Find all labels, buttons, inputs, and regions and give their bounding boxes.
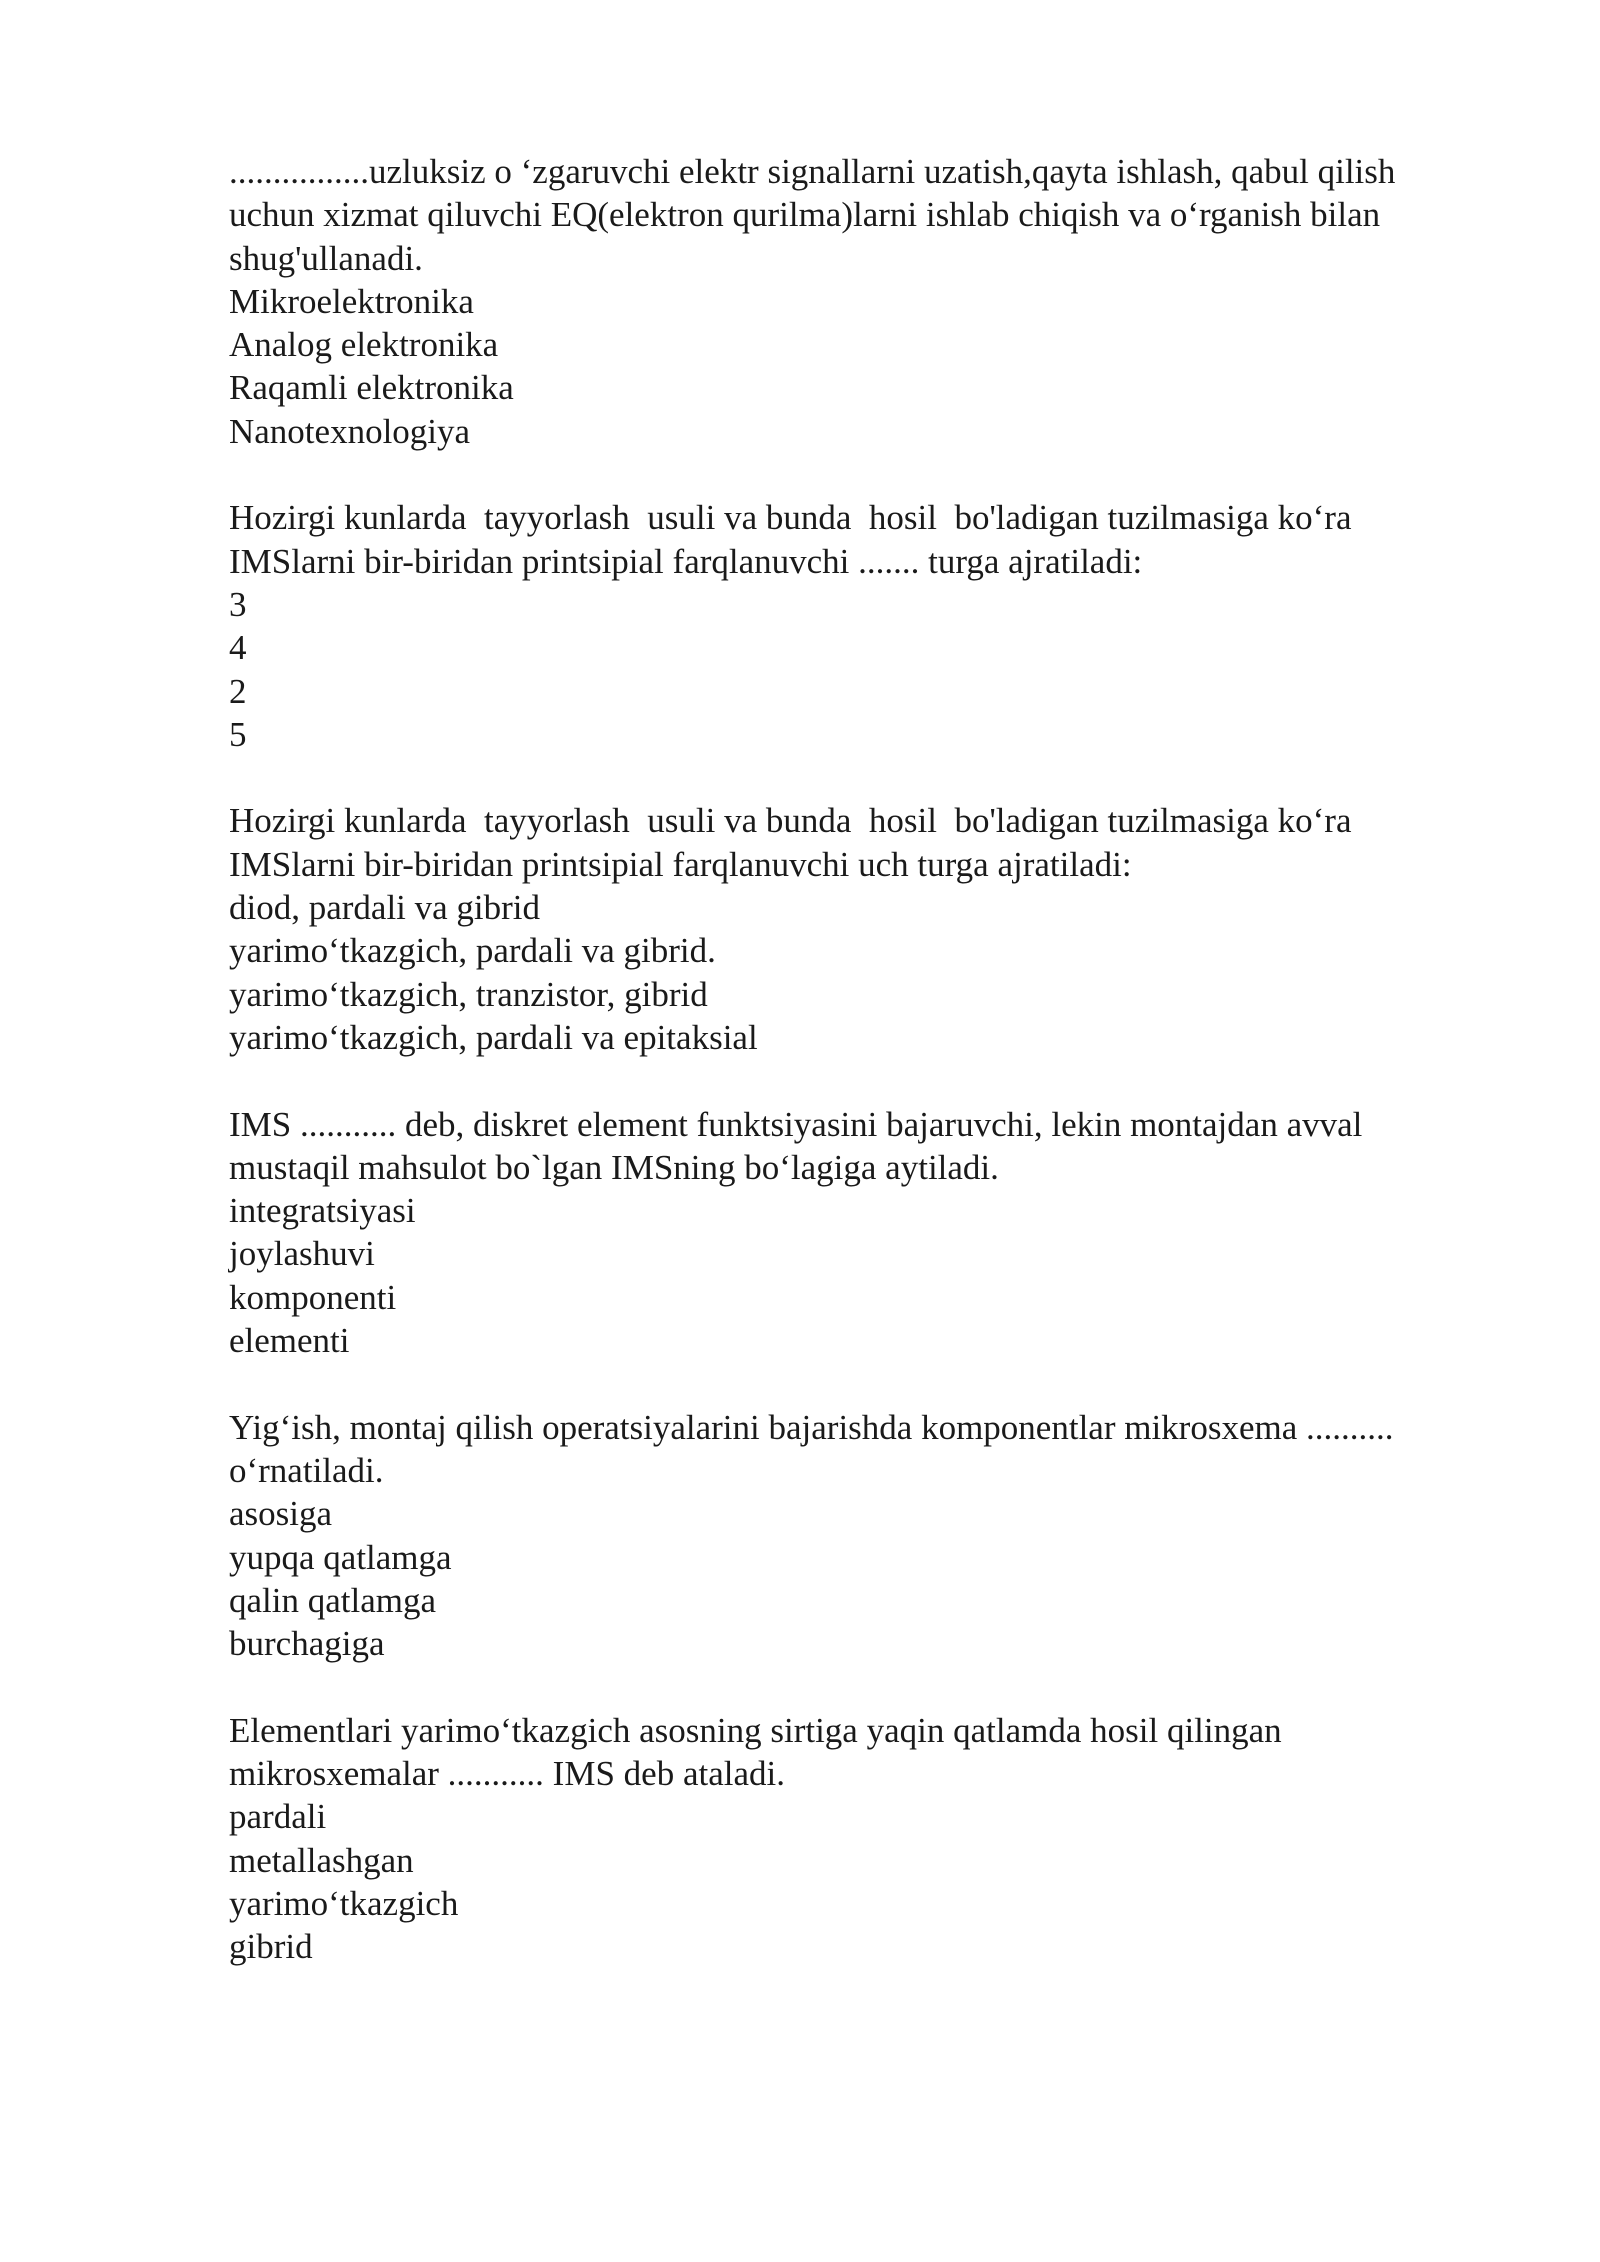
answer-option: burchagiga bbox=[229, 1624, 385, 1664]
answer-option: elementi bbox=[229, 1321, 350, 1361]
answer-options bbox=[229, 1492, 1529, 1665]
question-line: IMSlarni bir-biridan printsipial farqlanuvchi uch turga ajratiladi: bbox=[229, 844, 1132, 884]
question-text bbox=[229, 1709, 1529, 1796]
answer-option: Analog elektronika bbox=[229, 325, 499, 365]
question-line: uchun xizmat qiluvchi EQ(elektron qurilma)larni ishlab chiqish va o‘rganish bilan bbox=[229, 195, 1381, 235]
question-block bbox=[229, 1709, 1529, 1969]
question-line: Yig‘ish, montaj qilish operatsiyalarini bajarishda komponentlar mikrosxema .......... bbox=[229, 1407, 1394, 1447]
answer-option: integratsiyasi bbox=[229, 1191, 416, 1231]
question-line: mustaqil mahsulot bo`lgan IMSning bo‘lagiga aytiladi. bbox=[229, 1147, 999, 1187]
question-block bbox=[229, 1103, 1529, 1363]
answer-option: gibrid bbox=[229, 1927, 313, 1967]
answer-option: pardali bbox=[229, 1797, 327, 1837]
question-block bbox=[229, 496, 1529, 756]
question-block bbox=[229, 799, 1529, 1059]
question-text bbox=[229, 1103, 1529, 1190]
question-line: mikrosxemalar ........... IMS deb ataladi. bbox=[229, 1753, 785, 1793]
question-line: o‘rnatiladi. bbox=[229, 1450, 384, 1490]
question-text bbox=[229, 1406, 1529, 1493]
answer-option: qalin qatlamga bbox=[229, 1580, 437, 1620]
question-block bbox=[229, 150, 1529, 453]
answer-option: diod, pardali va gibrid bbox=[229, 888, 541, 928]
answer-option: Nanotexnologiya bbox=[229, 411, 471, 451]
answer-option: yarimo‘tkazgich bbox=[229, 1883, 459, 1923]
answer-option: 5 bbox=[229, 714, 247, 754]
answer-options bbox=[229, 886, 1529, 1059]
answer-option: 4 bbox=[229, 628, 247, 668]
answer-option: komponenti bbox=[229, 1277, 397, 1317]
question-line: Hozirgi kunlarda tayyorlash usuli va bunda hosil bo'ladigan tuzilmasiga ko‘ra bbox=[229, 498, 1352, 538]
answer-option: 3 bbox=[229, 584, 247, 624]
answer-options bbox=[229, 280, 1529, 453]
question-line: ................uzluksiz o ‘zgaruvchi elektr signallarni uzatish,qayta ishlash, qabul qilish bbox=[229, 152, 1396, 191]
answer-options bbox=[229, 583, 1529, 756]
question-line: IMS ........... deb, diskret element funktsiyasini bajaruvchi, lekin montajdan avval bbox=[229, 1104, 1363, 1144]
question-text bbox=[229, 150, 1529, 280]
answer-option: 2 bbox=[229, 671, 247, 711]
answer-option: joylashuvi bbox=[229, 1234, 375, 1274]
answer-option: asosiga bbox=[229, 1494, 333, 1534]
answer-option: Mikroelektronika bbox=[229, 281, 474, 321]
question-line: IMSlarni bir-biridan printsipial farqlanuvchi ....... turga ajratiladi: bbox=[229, 541, 1143, 581]
question-line: shug'ullanadi. bbox=[229, 238, 423, 278]
question-line: Elementlari yarimo‘tkazgich asosning sirtiga yaqin qatlamda hosil qilingan bbox=[229, 1710, 1282, 1750]
question-block bbox=[229, 1406, 1529, 1666]
answer-option: Raqamli elektronika bbox=[229, 368, 514, 408]
document-content bbox=[229, 150, 1529, 2012]
answer-option: metallashgan bbox=[229, 1840, 414, 1880]
question-text bbox=[229, 496, 1529, 583]
question-line: Hozirgi kunlarda tayyorlash usuli va bunda hosil bo'ladigan tuzilmasiga ko‘ra bbox=[229, 801, 1352, 841]
question-text bbox=[229, 799, 1529, 886]
answer-option: yarimo‘tkazgich, tranzistor, gibrid bbox=[229, 974, 708, 1014]
answer-options bbox=[229, 1189, 1529, 1362]
answer-option: yarimo‘tkazgich, pardali va epitaksial bbox=[229, 1017, 758, 1057]
answer-option: yupqa qatlamga bbox=[229, 1537, 452, 1577]
answer-option: yarimo‘tkazgich, pardali va gibrid. bbox=[229, 931, 716, 971]
answer-options bbox=[229, 1795, 1529, 1968]
